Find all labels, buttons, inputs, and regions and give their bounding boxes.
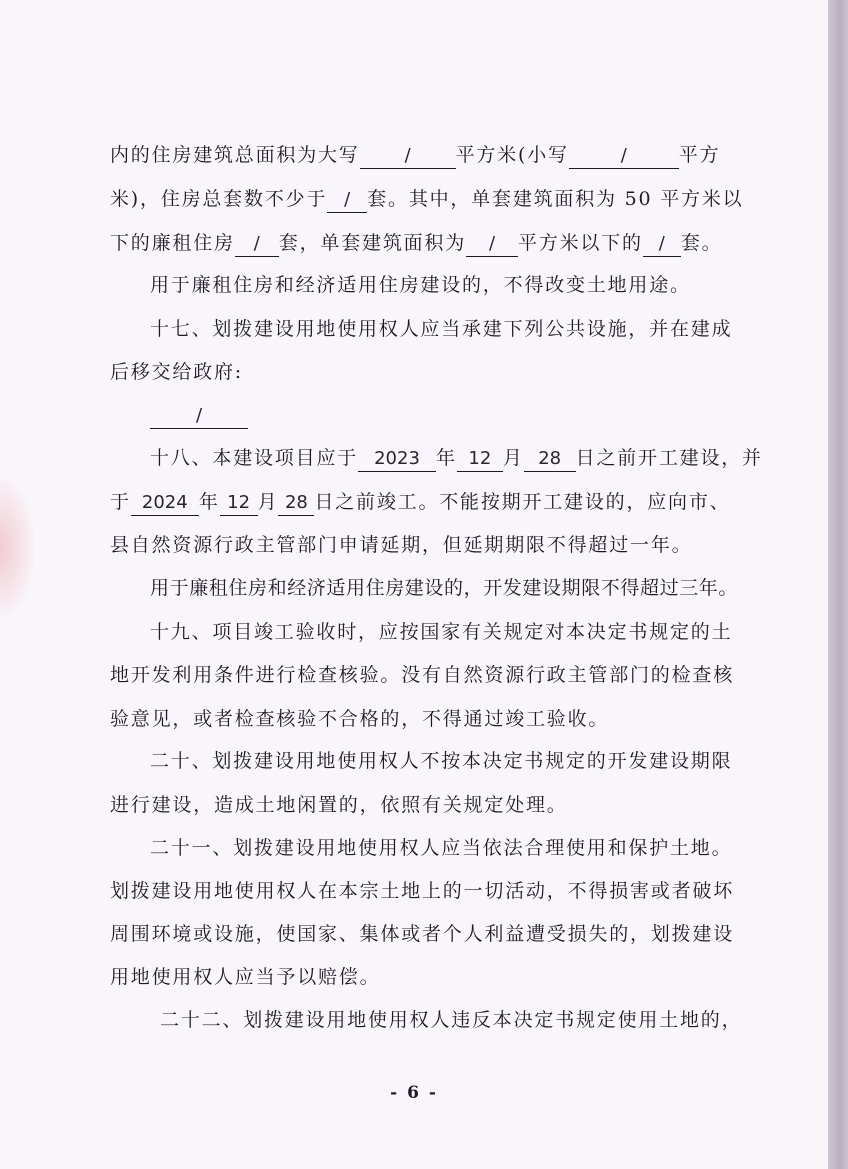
fill-blank: / — [466, 232, 518, 257]
text-line: 下的廉租住房 / 套，单套建筑面积为 / 平方米以下的 / 套。 — [110, 228, 740, 258]
text-line: 内的住房建筑总面积为大写 / 平方米(小写 / 平方 — [110, 140, 740, 170]
text-line: 周围环境或设施，使国家、集体或者个人利益遭受损失的，划拨建设 — [110, 923, 735, 945]
text-line — [150, 400, 740, 430]
text-line: 划拨建设用地使用权人在本宗土地上的一切活动，不得损害或者破坏 — [110, 880, 735, 902]
article-19: 十九、项目竣工验收时，应按国家有关规定对本决定书规定的土 — [150, 621, 733, 643]
fill-blank: / — [327, 188, 367, 213]
text-line: 验意见，或者检查核验不合格的，不得通过竣工验收。 — [110, 708, 610, 730]
page-edge-shadow — [828, 0, 848, 1169]
fill-blank: / — [643, 232, 681, 257]
article-22: 二十二、划拨建设用地使用权人违反本决定书规定使用土地的， — [160, 1009, 743, 1031]
fill-blank: / — [235, 232, 279, 257]
article-21: 二十一、划拨建设用地使用权人应当依法合理使用和保护土地。 — [150, 837, 733, 859]
article-18: 十八、本建设项目应于 2023 年 12 月 28 日之前开工建设，并 — [150, 443, 740, 473]
text-line: 进行建设，造成土地闲置的，依照有关规定处理。 — [110, 794, 568, 816]
paragraph: 用于廉租住房和经济适用住房建设的，不得改变土地用途。 — [150, 274, 691, 296]
page-number: - 6 - — [390, 1083, 438, 1103]
article-20: 二十、划拨建设用地使用权人不按本决定书规定的开发建设期限 — [150, 750, 733, 772]
text-line: 于 2024 年 12 月 28 日之前竣工。不能按期开工建设的，应向市、 — [110, 487, 740, 517]
completion-day: 28 — [278, 491, 314, 516]
start-year: 2023 — [358, 447, 436, 472]
text-line: 后移交给政府: — [110, 361, 244, 383]
start-day: 28 — [524, 447, 576, 472]
text-line: 用地使用权人应当予以赔偿。 — [110, 966, 381, 988]
completion-year: 2024 — [131, 491, 199, 516]
article-17: 十七、划拨建设用地使用权人应当承建下列公共设施，并在建成 — [150, 318, 733, 340]
fill-blank: / — [360, 144, 456, 169]
text-line: 地开发利用条件进行检查核验。没有自然资源行政主管部门的检查核 — [110, 664, 735, 686]
fill-blank: / — [150, 404, 248, 429]
text-line: 米)，住房总套数不少于 / 套。其中，单套建筑面积为 50 平方米以 — [110, 184, 740, 214]
paragraph: 用于廉租住房和经济适用住房建设的，开发建设期限不得超过三年。 — [150, 577, 739, 599]
fill-blank: / — [569, 144, 679, 169]
start-month: 12 — [457, 447, 503, 472]
completion-month: 12 — [220, 491, 258, 516]
text-line: 县自然资源行政主管部门申请延期，但延期期限不得超过一年。 — [110, 534, 693, 556]
